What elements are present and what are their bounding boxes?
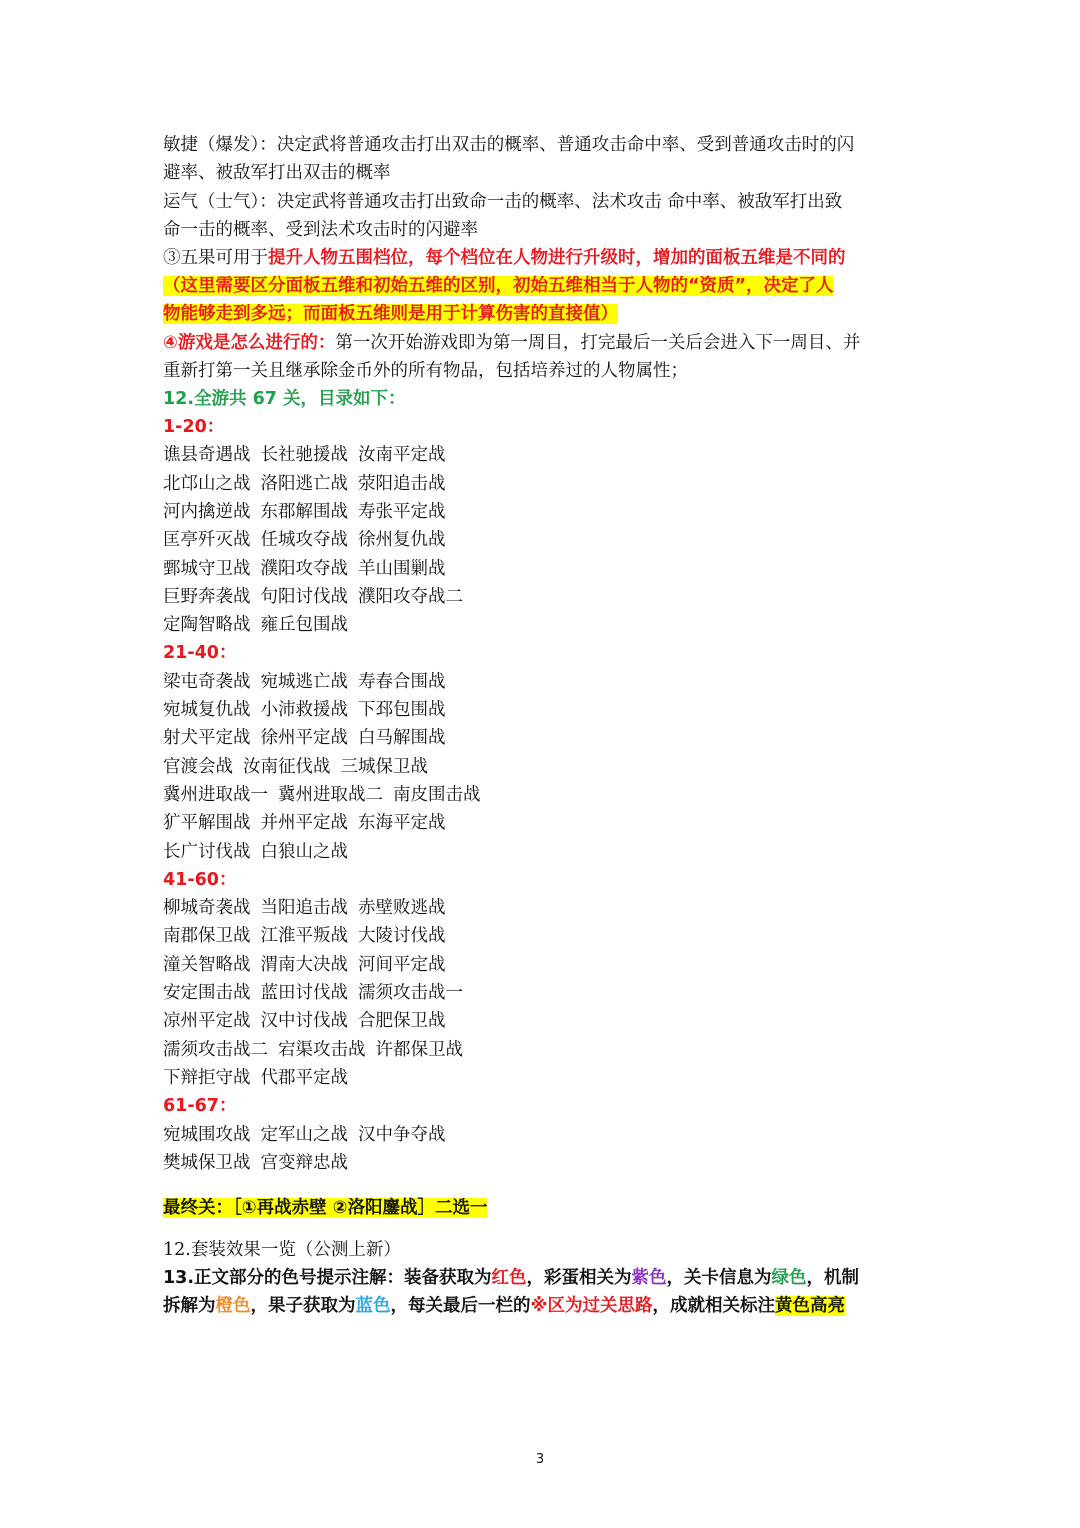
stage-name: 东郡解围战 — [260, 501, 348, 522]
attributes-note-line-1 — [163, 272, 923, 300]
stage-name: 梁屯奇袭战 — [163, 671, 251, 692]
stage-name: 冀州进取战一 — [163, 784, 268, 805]
stage-name: 白马解围战 — [358, 728, 446, 749]
stage-name: 宕渠攻击战 — [278, 1039, 366, 1060]
stage-name: 当阳追击战 — [260, 898, 348, 919]
color-legend-strategy: ※区为过关思路 — [530, 1296, 653, 1316]
stage-name: 白狼山之战 — [260, 841, 348, 862]
stage-name: 代郡平定战 — [260, 1067, 348, 1088]
final-stage-highlight: 最终关：［①再战赤壁 ②洛阳鏖战］二选一 — [163, 1198, 488, 1218]
how-to-play-text: 第一次开始游戏即为第一周目，打完最后一关后会进入下一周目、并 — [335, 333, 861, 353]
stage-name: 荥阳追击战 — [358, 473, 446, 494]
luck-paragraph-line-2: 命一击的概率、受到法术攻击时的闪避率 — [163, 220, 478, 240]
stage-row — [163, 441, 923, 469]
stage-name: 北邙山之战 — [163, 473, 251, 494]
agility-paragraph-line-2: 避率、被敌军打出双击的概率 — [163, 163, 391, 183]
stage-row — [163, 781, 923, 809]
stage-name: 三城保卫战 — [340, 756, 428, 777]
stage-name: 樊城保卫战 — [163, 1152, 251, 1173]
stage-name: 南郡保卫战 — [163, 926, 251, 947]
attributes-note-highlight-2: 物能够走到多远；而面板五维则是用于计算伤害的直接值） — [163, 304, 618, 324]
stage-name: 潼关智略战 — [163, 954, 251, 975]
stage-name: 江淮平叛战 — [260, 926, 348, 947]
set-overview-heading: 12.套装效果一览（公测上新） — [163, 1240, 401, 1260]
color-legend-blue: 蓝色 — [355, 1296, 391, 1316]
stage-row — [163, 498, 923, 526]
five-fruits-prefix: ③五果可用于 — [163, 248, 268, 268]
stage-row — [163, 611, 923, 639]
color-legend-sep-5: ，每关最后一栏的 — [390, 1296, 531, 1316]
stage-row — [163, 1121, 923, 1149]
how-to-play-line-2: 重新打第一关且继承除金币外的所有物品，包括培养过的人物属性； — [163, 361, 688, 381]
stage-name: 犷平解围战 — [163, 813, 251, 834]
stage-row — [163, 838, 923, 866]
color-legend-line-1 — [163, 1264, 923, 1292]
stage-name: 安定围击战 — [163, 983, 251, 1003]
stage-name: 宫变辩忠战 — [260, 1152, 348, 1173]
stage-name: 定陶智略战 — [163, 615, 251, 636]
stage-name: 蓝田讨伐战 — [260, 983, 348, 1003]
stage-row — [163, 583, 923, 611]
stage-name: 鄄城守卫战 — [163, 558, 251, 579]
stage-name: 雍丘包围战 — [260, 615, 348, 636]
color-legend-yellow: 黄色高亮 — [775, 1296, 846, 1316]
stage-name: 官渡会战 — [163, 756, 233, 777]
stage-row — [163, 1149, 923, 1177]
luck-paragraph-line-1: 运气（士气）：决定武将普通攻击打出致命一击的概率、法术攻击 命中率、被敌军打出致 — [163, 192, 843, 212]
stage-name: 下邳包围战 — [358, 700, 446, 720]
stage-row — [163, 668, 923, 696]
stage-name: 南皮围击战 — [393, 784, 481, 805]
stage-name: 东海平定战 — [358, 813, 446, 834]
stage-row — [163, 470, 923, 498]
stage-name: 濮阳攻夺战二 — [358, 586, 463, 607]
how-to-play-paragraph — [163, 329, 923, 357]
stage-name: 凉州平定战 — [163, 1011, 251, 1032]
stage-row — [163, 951, 923, 979]
stage-name: 句阳讨伐战 — [260, 586, 348, 607]
stage-name: 柳城奇袭战 — [163, 898, 251, 919]
stage-name: 长社驰援战 — [260, 445, 348, 466]
stage-name: 任城攻夺战 — [260, 530, 348, 551]
color-legend-prefix: 13.正文部分的色号提示注解：装备获取为 — [163, 1268, 492, 1288]
color-legend-sep-1: ，彩蛋相关为 — [526, 1268, 632, 1288]
color-legend-l2-prefix: 拆解为 — [163, 1296, 216, 1316]
stage-row — [163, 555, 923, 583]
stage-name: 大陵讨伐战 — [358, 926, 446, 947]
stage-range-heading: 41-60： — [163, 869, 237, 890]
color-legend-red: 红色 — [491, 1268, 527, 1288]
stage-name: 寿张平定战 — [358, 501, 446, 522]
color-legend-line-2 — [163, 1292, 923, 1320]
color-legend-green: 绿色 — [771, 1268, 807, 1288]
stage-name: 徐州平定战 — [260, 728, 348, 749]
color-legend-orange: 橙色 — [215, 1296, 251, 1316]
stage-name: 冀州进取战二 — [278, 784, 383, 805]
attributes-note-highlight-1: （这里需要区分面板五维和初始五维的区别，初始五维相当于人物的“资质”，决定了人 — [163, 276, 834, 296]
stage-name: 汝南平定战 — [358, 445, 446, 466]
stage-name: 射犬平定战 — [163, 728, 251, 749]
stage-name: 濡须攻击战二 — [163, 1039, 268, 1060]
stage-name: 濡须攻击战一 — [358, 983, 463, 1003]
stage-name: 并州平定战 — [260, 813, 348, 834]
five-fruits-emphasis: 提升人物五围档位，每个档位在人物进行升级时，增加的面板五维是不同的 — [268, 248, 846, 268]
stage-name: 宛城围攻战 — [163, 1124, 251, 1145]
stage-row — [163, 1007, 923, 1035]
stage-name: 长广讨伐战 — [163, 841, 251, 862]
stage-name: 汉中讨伐战 — [260, 1011, 348, 1032]
stage-name: 许都保卫战 — [375, 1039, 463, 1060]
stage-name: 下辩拒守战 — [163, 1067, 251, 1088]
stage-name: 洛阳逃亡战 — [260, 473, 348, 494]
color-legend-purple: 紫色 — [631, 1268, 667, 1288]
stage-catalog-heading: 12.全游共 67 关，目录如下： — [163, 389, 406, 409]
agility-paragraph-line-1: 敏捷（爆发）：决定武将普通攻击打出双击的概率、普通攻击命中率、受到普通攻击时的闪 — [163, 135, 855, 155]
stage-name: 汉中争夺战 — [358, 1124, 446, 1145]
stage-row — [163, 979, 923, 1007]
color-legend-sep-4: ，果子获取为 — [250, 1296, 356, 1316]
stage-range-heading: 1-20： — [163, 417, 225, 437]
stage-name: 匡亭歼灭战 — [163, 530, 251, 551]
stage-name: 河间平定战 — [358, 954, 446, 975]
stage-name: 定军山之战 — [260, 1124, 348, 1145]
stage-range-heading: 61-67： — [163, 1096, 237, 1117]
stage-name: 谯县奇遇战 — [163, 445, 251, 466]
stage-row — [163, 1064, 923, 1092]
page-number: 3 — [535, 1452, 545, 1467]
stage-name: 汝南征伐战 — [243, 756, 331, 777]
color-legend-sep-2: ，关卡信息为 — [666, 1268, 772, 1288]
stage-row — [163, 753, 923, 781]
stage-name: 宛城复仇战 — [163, 700, 251, 720]
stage-row — [163, 922, 923, 950]
stage-name: 河内擒逆战 — [163, 501, 251, 522]
five-fruits-paragraph — [163, 244, 923, 272]
attributes-note-line-2 — [163, 300, 923, 328]
stage-row — [163, 809, 923, 837]
stage-row — [163, 724, 923, 752]
stage-name: 羊山围剿战 — [358, 558, 446, 579]
stage-row — [163, 526, 923, 554]
how-to-play-heading: ④游戏是怎么进行的： — [163, 333, 336, 353]
stage-name: 濮阳攻夺战 — [260, 558, 348, 579]
color-legend-sep-6: ，成就相关标注 — [652, 1296, 776, 1316]
stage-name: 寿春合围战 — [358, 671, 446, 692]
stage-name: 宛城逃亡战 — [260, 671, 348, 692]
final-stage-line — [163, 1194, 923, 1222]
stage-row — [163, 894, 923, 922]
stage-name: 赤壁败逃战 — [358, 898, 446, 919]
color-legend-sep-3: ，机制 — [806, 1268, 859, 1288]
stage-name: 小沛救援战 — [260, 700, 348, 720]
stage-name: 巨野奔袭战 — [163, 586, 251, 607]
stage-name: 合肥保卫战 — [358, 1011, 446, 1032]
stage-range-heading: 21-40： — [163, 643, 237, 664]
stage-row — [163, 696, 923, 724]
stage-row — [163, 1036, 923, 1064]
stage-name: 渭南大决战 — [260, 954, 348, 975]
stage-name: 徐州复仇战 — [358, 530, 446, 551]
